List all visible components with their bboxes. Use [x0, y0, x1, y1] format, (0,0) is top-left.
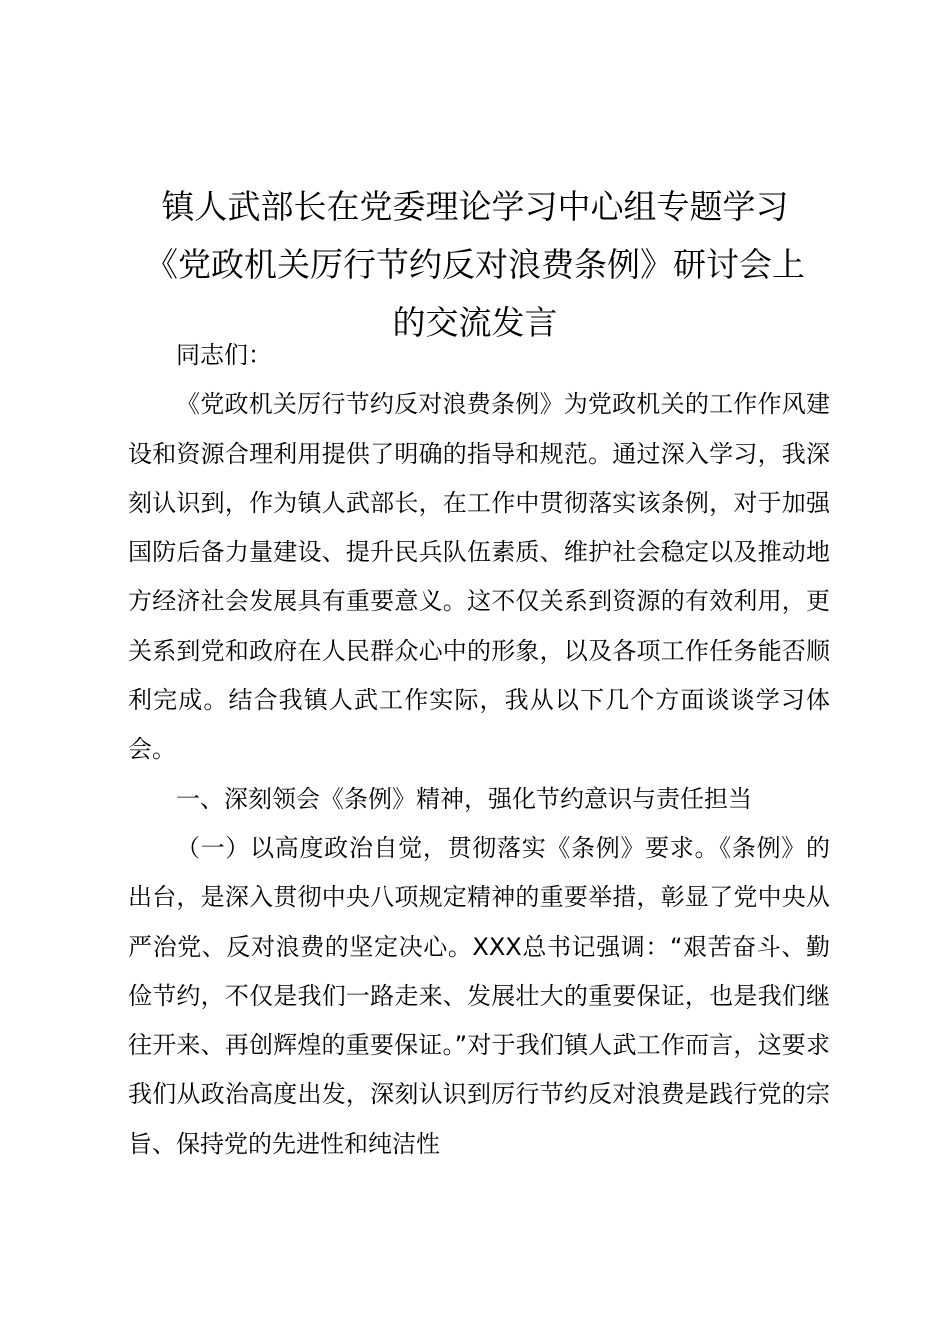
- paragraph-intro: 《党政机关厉行节约反对浪费条例》为党政机关的工作作风建设和资源合理利用提供了明确的指导和规范。通过深入学习，我深刻认识到，作为镇人武部长，在工作中贯彻落实该条例，对于加强国防后备力量建设、提升民兵队伍素质、维护社会稳定以及推动地方经济社会发展具有重要意义。这不仅关系到资源的有效利用，更关系到党和政府在人民群众心中的形象，以及各项工作任务能否顺利完成。结合我镇人武工作实际，我从以下几个方面谈谈学习体会。: [128, 390, 830, 764]
- title-line-1: 镇人武部长在党委理论学习中心组专题学习: [161, 187, 789, 226]
- document-title: [120, 178, 830, 352]
- paragraph-subsection-1: （一）以高度政治自觉，贯彻落实《条例》要求。《条例》的出台，是深入贯彻中央八项规定精神的重要举措，彰显了党中央从严治党、反对浪费的坚定决心。XXX总书记强调：“艰苦奋斗、勤俭节约，不仅是我们一路走来、发展壮大的重要保证，也是我们继往开来、再创辉煌的重要保证。”对于我们镇人武工作而言，这要求我们从政治高度出发，深刻认识到厉行节约反对浪费是践行党的宗旨、保持党的先进性和纯洁性: [128, 833, 830, 1158]
- title-line-3: 的交流发言: [392, 303, 558, 342]
- title-line-2: 《党政机关厉行节约反对浪费条例》研讨会上: [145, 245, 805, 284]
- section-heading-1: 一、深刻领会《条例》精神，强化节约意识与责任担当: [176, 784, 752, 813]
- document-body: [128, 331, 830, 1169]
- salutation: 同志们：: [176, 341, 272, 369]
